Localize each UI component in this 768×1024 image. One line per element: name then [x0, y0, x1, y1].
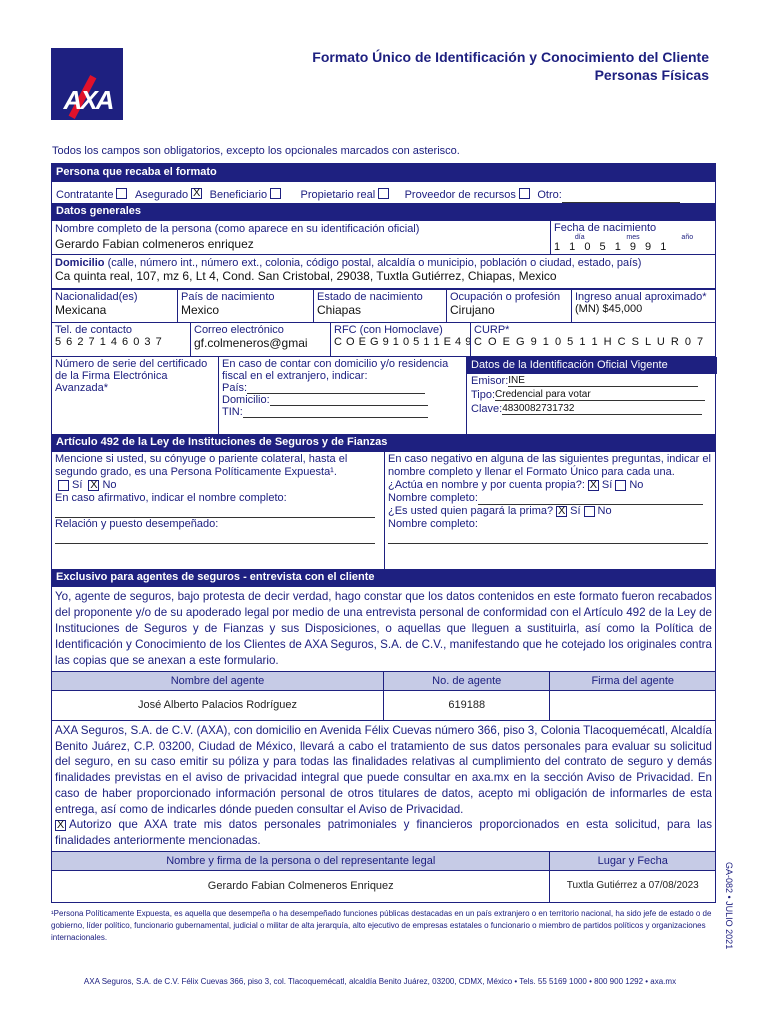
asegurado-label: Asegurado — [134, 189, 189, 201]
asegurado-checkbox[interactable]: X — [192, 187, 201, 200]
emisor-label: Emisor: — [471, 375, 509, 387]
ingreso-value[interactable]: (MN) $45,000 — [575, 303, 643, 315]
ocup-label: Ocupación o profesión — [450, 291, 561, 303]
tin-label: TIN: — [222, 406, 243, 418]
nacionalidad-row — [52, 288, 715, 322]
relacion-field[interactable] — [55, 534, 375, 544]
otro-field[interactable] — [562, 202, 680, 203]
domicilio-help: (calle, número int., número ext., colonia, código postal, alcaldía o municipio, población o ciudad, estado, país) — [107, 257, 642, 269]
dia-label: día — [574, 234, 585, 241]
curp-value[interactable]: C O E G 9 1 0 5 1 1 H C S L U R 0 7 — [474, 336, 705, 348]
domicilio-value[interactable]: Ca quinta real, 107, mz 6, Lt 4, Cond. San Cristobal, 29038, Tuxtla Gutiérrez, Chiapas, Mexico — [55, 269, 557, 283]
agent-header-row — [52, 671, 715, 690]
tipo-value[interactable]: Credencial para votar — [495, 389, 705, 401]
ingreso-label: Ingreso anual aproximado* — [575, 291, 707, 303]
beneficiario-checkbox[interactable] — [270, 188, 281, 199]
agent-no-value[interactable]: 619188 — [383, 691, 550, 720]
pep-si-label: Sí — [72, 479, 83, 491]
fecha-value[interactable]: 1 1 0 5 1 9 9 1 — [554, 241, 670, 253]
tel-cell — [52, 323, 190, 356]
proveedor-checkbox[interactable] — [519, 188, 530, 199]
domicilio-row — [52, 254, 715, 288]
tin-field[interactable] — [243, 417, 428, 418]
estado-value[interactable]: Chiapas — [317, 303, 362, 317]
ext-label: En caso de contar con domicilio y/o residencia fiscal en el extranjero, indicar: — [222, 358, 449, 382]
propietario-checkbox[interactable] — [378, 188, 389, 199]
ocup-value[interactable]: Cirujano — [450, 303, 495, 317]
agent-name-value[interactable]: José Alberto Palacios Rodríguez — [138, 699, 297, 711]
agent-sign-field[interactable] — [549, 691, 715, 720]
estado-label: Estado de nacimiento — [317, 291, 423, 303]
section-agentes: Exclusivo para agentes de seguros - entrevista con el cliente — [52, 569, 715, 586]
id-title: Datos de la Identificación Oficial Vigente — [467, 357, 717, 374]
domicilio-label: Domicilio — [55, 257, 105, 269]
tel-label: Tel. de contacto — [55, 324, 133, 336]
propietario-label: Propietario real — [300, 189, 376, 201]
clave-value[interactable]: 4830082731732 — [502, 403, 702, 415]
agent-no-header: No. de agente — [383, 672, 550, 690]
q1-nombre-label: Nombre completo: — [388, 492, 478, 504]
auth-text: Autorizo que AXA trate mis datos personales patrimoniales y financieros proporcionados en esta solicitud, para las finalidades anteriormente mencionadas. — [55, 818, 712, 847]
anio-label: año — [681, 234, 694, 241]
nac-label: Nacionalidad(es) — [55, 291, 138, 303]
extranjero-cell — [218, 357, 466, 434]
mes-label: mes — [626, 234, 640, 241]
q2-no-checkbox[interactable] — [584, 506, 595, 517]
role-row — [52, 181, 715, 203]
form-code: GA-082 • JULIO 2021 — [724, 862, 734, 950]
contratante-checkbox[interactable] — [116, 188, 127, 199]
form-title: Formato Único de Identificación y Conocimiento del Cliente — [312, 49, 709, 65]
pais-label: País de nacimiento — [181, 291, 275, 303]
logo-text: AXA — [63, 85, 113, 115]
q2-label: ¿Es usted quien pagará la prima? — [388, 505, 554, 517]
contacto-row — [52, 322, 715, 356]
pep-nombre-field[interactable] — [55, 506, 375, 518]
q2-si-label: Sí — [570, 505, 581, 517]
footnote: ¹Persona Políticamente Expuesta, es aquella que desempeña o ha desempeñado funciones públicas destacadas en un país extranjero o en territorio nacional, ha sido jefe de estado o de gobierno, líder político, funcionario gubernamental, judicial o militar de alta jerarquía, alto ejecutivo de empresas estatales o funcionario o miembro de partidos políticos y organizaciones internacionales. — [51, 909, 712, 942]
pais-value[interactable]: Mexico — [181, 303, 220, 317]
q1-no-checkbox[interactable] — [615, 480, 626, 491]
q2-si-checkbox[interactable]: X — [557, 504, 566, 517]
section-articulo-492: Artículo 492 de la Ley de Instituciones de Seguros y de Fianzas — [52, 434, 715, 451]
rfc-value[interactable]: C O E G 9 1 0 5 1 1 E 4 9 — [334, 336, 472, 348]
correo-value[interactable]: gf.colmeneros@gmai — [194, 336, 308, 350]
signature-value-row — [52, 870, 715, 902]
q1-no-label: No — [629, 479, 644, 491]
signature-value[interactable]: Gerardo Fabian Colmeneros Enriquez — [207, 879, 394, 892]
curp-cell — [470, 323, 717, 356]
q1-label: ¿Actúa en nombre y por cuenta propia?: — [388, 479, 585, 491]
pep-no-checkbox[interactable]: X — [90, 478, 98, 491]
company-footer: AXA Seguros, S.A. de C.V. Félix Cuevas 366, piso 3, col. Tlacoquemécatl, alcaldía Benito Juárez, 03200, CDMX, México • Tels. 55 5169 1000 • 800 900 1292 • axa.mx — [83, 977, 677, 986]
serie-label: Número de serie del certificado de la Firma Electrónica Avanzada* — [55, 358, 208, 394]
agent-sign-header: Firma del agente — [549, 672, 715, 690]
pep-cell — [52, 452, 384, 569]
agent-statement-row — [52, 586, 715, 671]
contratante-label: Contratante — [56, 189, 114, 201]
cuenta-instructions: En caso negativo en alguna de las siguientes preguntas, indicar el nombre completo y llenar el Formato Único para cada una. — [388, 453, 711, 478]
serie-cell — [52, 357, 218, 434]
agent-name-header: Nombre del agente — [52, 672, 383, 690]
clave-label: Clave: — [471, 403, 503, 415]
auth-checkbox[interactable]: X — [56, 818, 65, 831]
pais2-label: País: — [222, 382, 248, 394]
nac-value[interactable]: Mexicana — [55, 303, 107, 317]
tipo-label: Tipo: — [471, 389, 496, 401]
q1-si-checkbox[interactable]: X — [589, 478, 598, 491]
tel-value[interactable]: 5 6 2 7 1 4 6 0 3 7 — [55, 336, 163, 348]
signature-header: Nombre y firma de la persona o del representante legal — [52, 852, 549, 870]
q2-no-label: No — [597, 505, 612, 517]
intro-text: Todos los campos son obligatorios, excepto los opcionales marcados con asterisco. — [52, 145, 460, 157]
pep-no-label: No — [102, 479, 117, 491]
beneficiario-label: Beneficiario — [209, 189, 268, 201]
cuenta-propia-cell — [384, 452, 717, 569]
fecha-cell — [550, 221, 717, 254]
articulo-row — [52, 451, 715, 569]
nacionalidad-cell — [52, 290, 177, 322]
rfc-label: RFC (con Homoclave) — [334, 324, 443, 336]
nombre-label: Nombre completo de la persona (como aparece en su identificación oficial) — [55, 223, 420, 235]
axa-logo — [51, 48, 123, 120]
emisor-value[interactable]: INE — [508, 375, 698, 387]
q1-si-label: Sí — [601, 479, 613, 491]
ingreso-cell — [571, 290, 717, 322]
signature-header-row — [52, 851, 715, 870]
identificacion-cell — [466, 357, 717, 434]
ocupacion-cell — [446, 290, 571, 322]
fecha-label: Fecha de nacimiento — [554, 222, 657, 234]
nombre-row — [52, 220, 715, 254]
form-body — [51, 163, 716, 903]
section-persona-recaba: Persona que recaba el formato — [52, 164, 715, 181]
estado-cell — [313, 290, 446, 322]
agent-statement: Yo, agente de seguros, bajo protesta de decir verdad, hago constar que los datos contenidos en este formato fueron recabados del proponente y/o de su apoderado legal por medio de una entrevista personal de conformidad con el Artículo 492 de la Ley de Instituciones de Seguros y de Fianzas y sus Disposiciones, o aquellas que lleguen a sustituirla, así como la Política de Identificación y Conocimiento de los Clientes de AXA Seguros, S.A. de C.V., manifestando que he cotejado los originales contra las copias que se anexan a este formulario. — [55, 590, 712, 667]
otro-label: Otro: — [537, 189, 562, 201]
agent-value-row — [52, 690, 715, 720]
pep-afirm-label: En caso afirmativo, indicar el nombre completo: — [55, 492, 287, 504]
section-datos-generales: Datos generales — [52, 203, 715, 220]
privacy-row — [52, 720, 715, 851]
pais-cell — [177, 290, 313, 322]
lugar-header: Lugar y Fecha — [549, 852, 715, 870]
lugar-value[interactable]: Tuxtla Gutiérrez a 07/08/2023 — [549, 871, 715, 902]
curp-label: CURP* — [474, 324, 510, 336]
firma-electronica-row — [52, 356, 715, 434]
dom2-label: Domicilio: — [222, 394, 270, 406]
privacy-text: AXA Seguros, S.A. de C.V. (AXA), con domicilio en Avenida Félix Cuevas número 366, piso 3, Colonia Tlacoquemécatl, Alcaldía Benito Juárez, C.P. 03200, Ciudad de México, llevará a cabo el tratamiento de sus datos personales para evaluar su solicitud del seguro, en su caso emitir su póliza y para todas las finalidades relativas al cumplimiento del contrato de seguro y demás finalidades previstas en el aviso de privacidad integral que puede consultar en axa.mx en la sección Aviso de Privacidad. En caso de haber proporcionado información personal de otros titulares de datos, acepto mi obligación de informarles de esta entrega, así como de indicarles dónde pueden consultar el Aviso de Privacidad. — [55, 724, 712, 816]
correo-cell — [190, 323, 330, 356]
q2-nombre-label: Nombre completo: — [388, 518, 478, 530]
proveedor-label: Proveedor de recursos — [404, 189, 516, 201]
correo-label: Correo electrónico — [194, 324, 284, 336]
form-subtitle: Personas Físicas — [594, 67, 709, 83]
q2-nombre-field[interactable] — [388, 534, 708, 544]
pep-si-checkbox[interactable] — [58, 480, 69, 491]
relacion-label: Relación y puesto desempeñado: — [55, 518, 219, 530]
pep-question: Mencione si usted, su cónyuge o pariente colateral, hasta el segundo grado, es una Persona Políticamente Expuesta¹. — [55, 453, 348, 478]
nombre-value[interactable]: Gerardo Fabian colmeneros enriquez — [55, 237, 254, 251]
rfc-cell — [330, 323, 470, 356]
